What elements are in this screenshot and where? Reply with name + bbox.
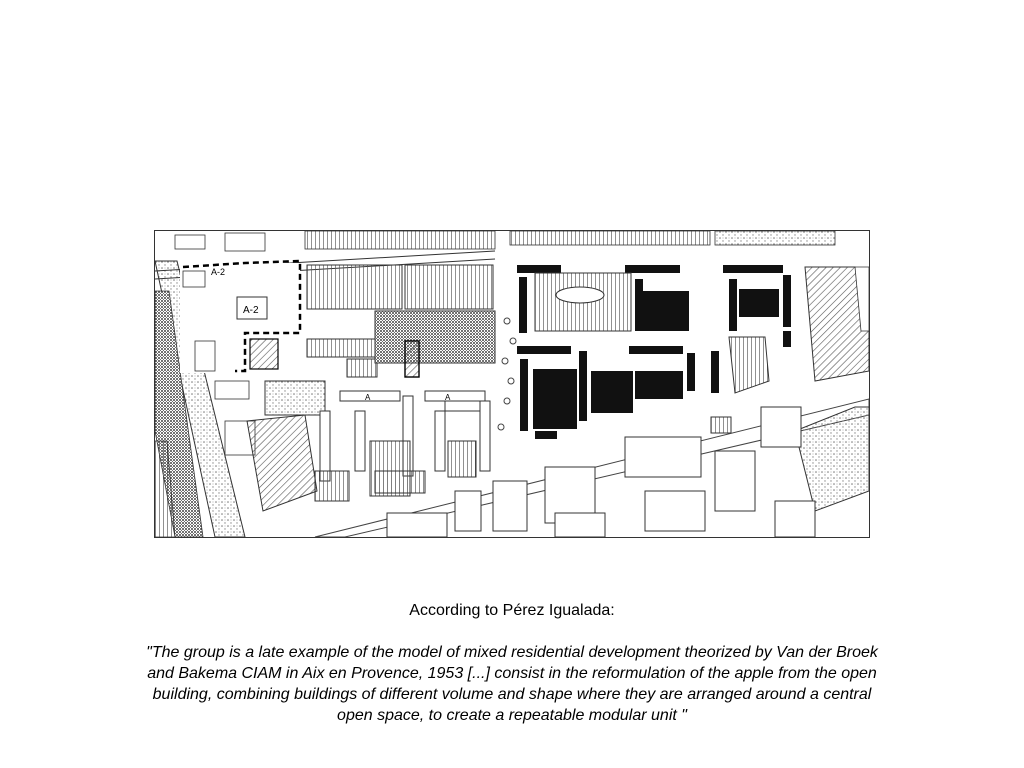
block-a-left-label: A: [365, 393, 371, 402]
map-drawing: [155, 231, 869, 537]
caption-intro: According to Pérez Igualada:: [409, 602, 615, 619]
urban-plan-map: [154, 230, 870, 538]
block-a-right-label: A: [445, 393, 451, 402]
zone-a2-top-label: A-2: [211, 267, 226, 277]
zone-a2-center-label: A-2: [243, 305, 259, 316]
caption-quote: "The group is a late example of the model of mixed residential development theorized by Van der Broek and Bakema CIAM in Aix en Provence, 1953 [...] consist in the reformulation of the apple from the open building, combining buildings of different volume and shape where they are arranged around a central open space, to create a repeatable modular unit ": [146, 644, 878, 724]
caption: [140, 600, 884, 726]
